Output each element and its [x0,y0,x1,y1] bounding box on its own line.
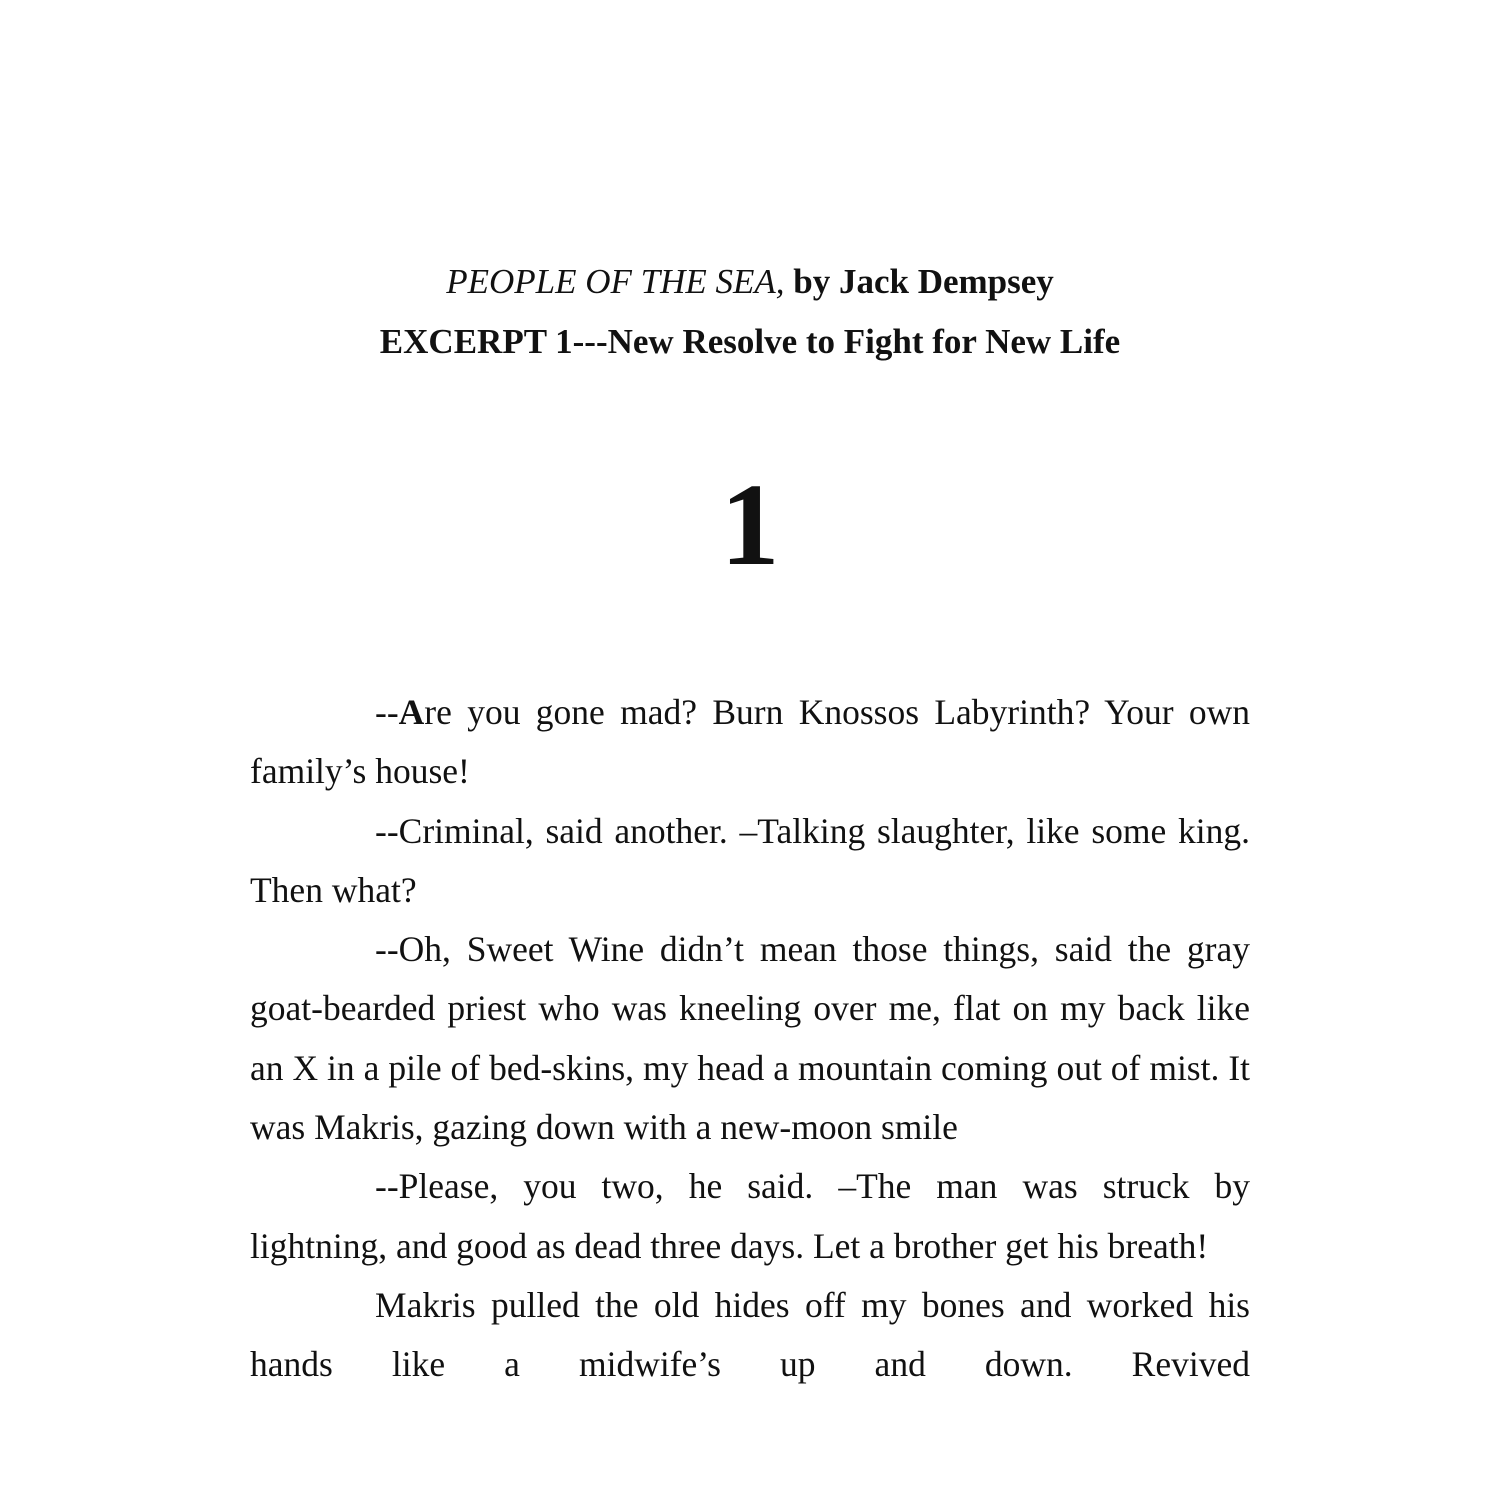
paragraph [250,683,1250,802]
dialogue-dash: -- [375,692,399,732]
paragraph: --Please, you two, he said. –The man was struck by lightning, and good as dead three days. Let a brother get his breath! [250,1166,1250,1266]
title-line-1 [0,252,1500,312]
author-byline: by Jack Dempsey [784,262,1054,301]
paragraph: Makris pulled the old hides off my bones and worked his hands like a midwife’s up and down. Revived [250,1284,1250,1385]
paragraph: --Criminal, said another. –Talking slaughter, like some king. Then what? [250,810,1250,910]
book-title: PEOPLE OF THE SEA, [446,262,785,301]
bold-letter: A [398,692,425,732]
paragraph-text: re you gone mad? Burn Knossos Labyrinth? Your own family’s house! [250,692,1250,792]
body-text [250,683,1250,1395]
chapter-number: 1 [720,459,780,590]
paragraph: --Oh, Sweet Wine didn’t mean those things, said the gray goat-bearded priest who was kneeling over me, flat on my back like an X in a pile of bed-skins, my head a mountain coming out of mist. It was Makris, gazing down with a new-moon smile [250,929,1250,1148]
document-header [0,252,1500,372]
excerpt-title: EXCERPT 1---New Resolve to Fight for New Life [379,322,1121,361]
